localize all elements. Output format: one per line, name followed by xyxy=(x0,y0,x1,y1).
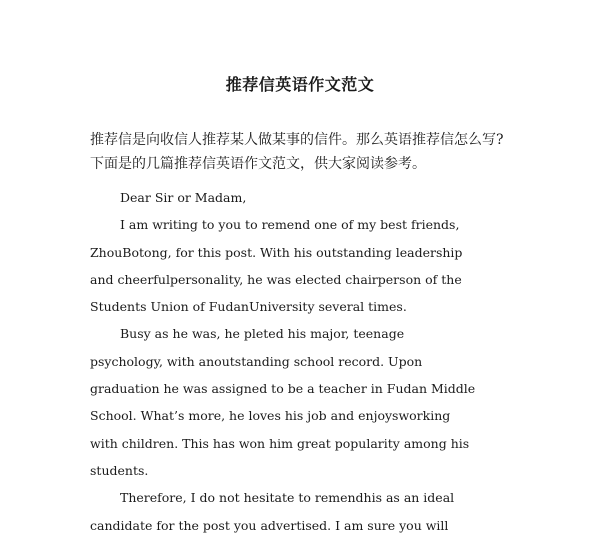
letter-line: Busy as he was, he pleted his major, teenage xyxy=(120,326,405,342)
letter-line: graduation he was assigned to be a teacher in Fudan Middle xyxy=(90,381,476,397)
intro-line: 推荐信是向收信人推荐某人做某事的信件。那么英语推荐信怎么写? xyxy=(90,132,504,148)
page-title: 推荐信英语作文范文 xyxy=(225,75,375,94)
letter-line: ZhouBotong, for this post. With his outstanding leadership xyxy=(90,244,463,260)
letter-line: with children. This has won him great popularity among his xyxy=(90,435,470,451)
letter-line: Therefore, I do not hesitate to remendhis as an ideal xyxy=(120,490,455,506)
letter-line: and cheerfulpersonality, he was elected chairperson of the xyxy=(90,271,462,287)
letter-line: I am writing to you to remend one of my best friends, xyxy=(120,217,460,233)
letter-line: students. xyxy=(90,462,149,478)
letter-line: psychology, with anoutstanding school record. Upon xyxy=(90,353,423,369)
letter-line: School. What’s more, he loves his job and enjoysworking xyxy=(90,408,451,424)
intro-paragraph xyxy=(90,128,530,176)
intro-line: 下面是的几篇推荐信英语作文范文，供大家阅读参考。 xyxy=(90,156,426,172)
letter-body xyxy=(90,184,520,539)
letter-line: Students Union of FudanUniversity several times. xyxy=(90,299,407,315)
salutation: Dear Sir or Madam, xyxy=(120,190,247,205)
letter-line: candidate for the post you advertised. I am sure you will xyxy=(90,517,449,533)
